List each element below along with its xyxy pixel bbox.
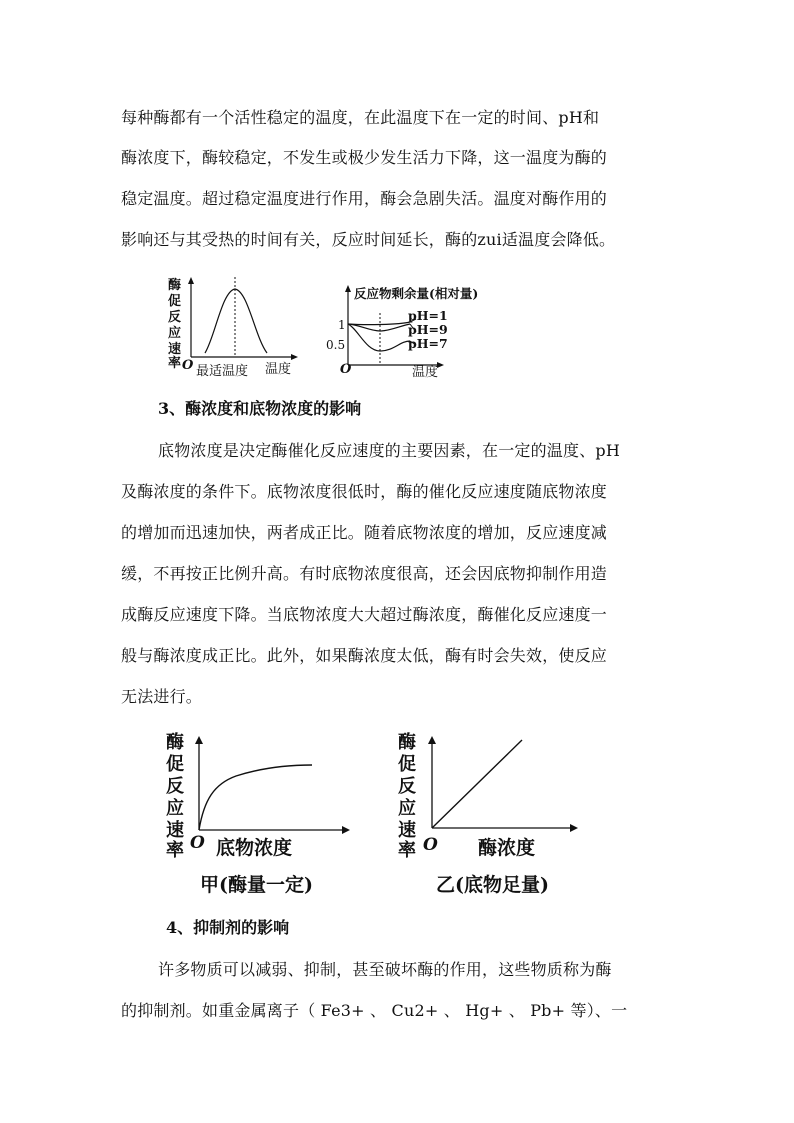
fig4-origin: O	[423, 835, 438, 855]
fig3-ylabel-3: 反	[166, 776, 184, 797]
fig4-y-arrow	[428, 736, 436, 744]
figure4-caption: 乙(底物足量)	[436, 874, 549, 896]
paragraph1-line4: 影响还与其受热的时间有关，反应时间延长，酶的zui适温度会降低。	[121, 230, 616, 249]
fig4-ylabel-1: 酶	[398, 732, 416, 753]
paragraph2-line5: 成酶反应速度下降。当底物浓度大大超过酶浓度，酶催化反应速度一	[121, 605, 608, 624]
paragraph1-line3: 稳定温度。超过稳定温度进行作用，酶会急剧失活。温度对酶作用的	[121, 189, 608, 208]
paragraph3-line1: 许多物质可以减弱、抑制，甚至破坏酶的作用，这些物质称为酶	[158, 960, 612, 979]
fig4-ylabel-4: 应	[398, 798, 416, 819]
fig1-ylabel-6: 率	[168, 356, 182, 371]
fig1-ylabel-3: 反	[168, 310, 182, 325]
fig4-linear-line	[432, 740, 522, 828]
fig2-tick-05: 0.5	[326, 338, 346, 352]
figure-enzyme-rate	[398, 730, 598, 860]
fig4-ylabel-2: 促	[398, 754, 416, 775]
paragraph2-line7: 无法进行。	[121, 687, 203, 706]
paragraph2-line1: 底物浓度是决定酶催化反应速度的主要因素，在一定的温度、pH	[158, 441, 620, 460]
fig2-tick-1: 1	[338, 318, 346, 332]
fig1-xtick-optimum: 最适温度	[196, 364, 249, 379]
paragraph1-line1: 每种酶都有一个活性稳定的温度，在此温度下在一定的时间、pH和	[121, 108, 600, 127]
fig3-ylabel-1: 酶	[166, 732, 184, 753]
fig2-ylabel: 反应物剩余量(相对量)	[354, 286, 479, 301]
fig3-ylabel-5: 速	[166, 820, 184, 841]
fig2-legend-ph7: pH=7	[408, 336, 448, 351]
fig2-xlabel: 温度	[412, 365, 439, 380]
fig4-ylabel-3: 反	[398, 776, 416, 797]
section-heading-3: 3、酶浓度和底物浓度的影响	[158, 399, 362, 418]
fig1-xlabel: 温度	[265, 362, 292, 377]
fig3-ylabel-2: 促	[166, 754, 184, 775]
fig3-ylabel-4: 应	[166, 798, 184, 819]
fig2-curve-ph1	[348, 322, 410, 325]
fig3-ylabel-6: 率	[166, 840, 184, 861]
fig3-x-arrow	[342, 826, 350, 834]
figure-temperature-rate	[160, 275, 300, 385]
fig4-x-arrow	[570, 824, 578, 832]
section-heading-4: 4、抑制剂的影响	[166, 918, 290, 937]
fig3-saturation-curve	[199, 765, 312, 830]
paragraph2-line2: 及酶浓度的条件下。底物浓度很低时，酶的催化反应速度随底物浓度	[121, 482, 608, 501]
fig2-y-arrow	[345, 285, 351, 292]
fig3-xlabel: 底物浓度	[216, 837, 293, 859]
fig1-x-arrow	[291, 354, 298, 360]
fig2-curve-ph7	[348, 324, 410, 351]
paragraph2-line3: 的增加而迅速加快，两者成正比。随着底物浓度的增加，反应速度减	[121, 523, 608, 542]
fig4-ylabel-6: 率	[398, 840, 416, 861]
fig1-ylabel-4: 应	[168, 326, 182, 341]
fig2-x-arrow	[437, 362, 444, 368]
figure3-caption: 甲(酶量一定)	[200, 874, 313, 896]
figure-substrate-rate	[166, 730, 366, 860]
paragraph1-line2: 酶浓度下，酶较稳定，不发生或极少发生活力下降，这一温度为酶的	[121, 148, 608, 167]
fig2-origin: O	[340, 362, 352, 377]
paragraph2-line4: 缓，不再按正比例升高。有时底物浓度很高，还会因底物抑制作用造	[121, 564, 608, 583]
fig1-ylabel-5: 速	[168, 342, 182, 357]
fig4-xlabel: 酶浓度	[478, 837, 536, 859]
fig1-bell-curve	[205, 289, 267, 353]
figure-remaining-substrate	[326, 283, 479, 393]
fig2-legend-ph1: pH=1	[408, 308, 448, 323]
fig2-legend-ph9: pH=9	[408, 322, 448, 337]
fig1-origin: O	[182, 358, 194, 373]
paragraph3-line2: 的抑制剂。如重金属离子（ Fe3+ 、 Cu2+ 、 Hg+ 、 Pb+ 等）、一	[121, 1001, 628, 1020]
fig1-ylabel-1: 酶	[168, 278, 182, 293]
fig3-origin: O	[190, 833, 205, 853]
paragraph2-line6: 般与酶浓度成正比。此外，如果酶浓度太低，酶有时会失效，使反应	[121, 646, 608, 665]
fig1-ylabel-2: 促	[168, 294, 182, 309]
fig4-ylabel-5: 速	[398, 820, 416, 841]
fig1-y-arrow	[188, 277, 194, 284]
fig3-y-arrow	[195, 736, 203, 744]
